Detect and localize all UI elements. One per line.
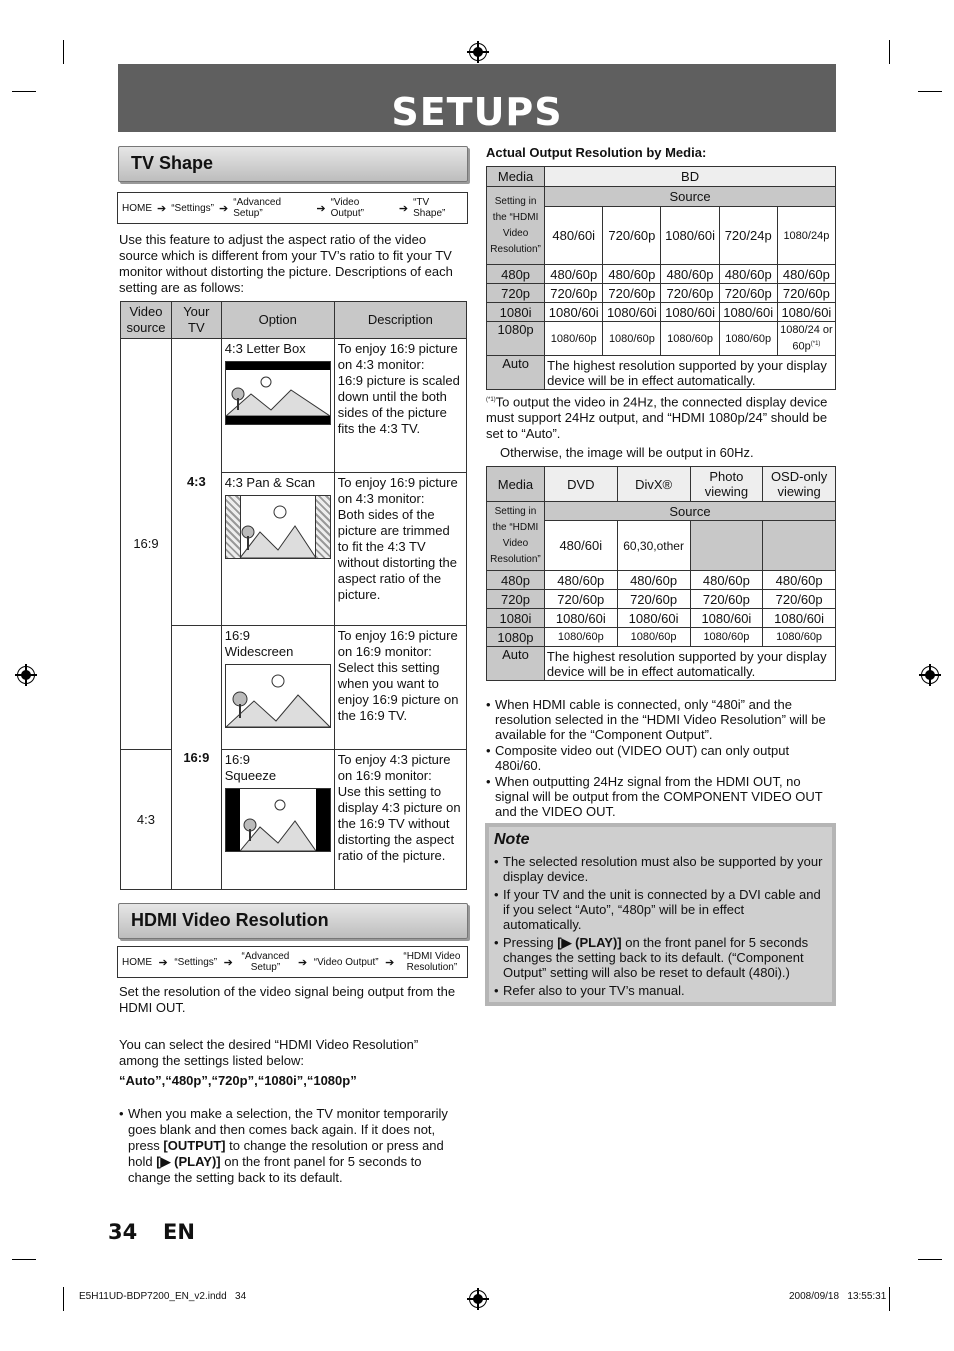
crop-mark (12, 1259, 36, 1260)
bullet-text: When outputting 24Hz signal from the HDMI OUT, no signal will be output from the COMPONENT VIDEO OUT and the VIDEO OUT. (495, 774, 823, 819)
path-step: HOME (122, 956, 152, 968)
letterbox-illustration-icon (225, 361, 331, 425)
source-value: 480/60i (544, 521, 617, 571)
setting-row-label: 1080i (487, 303, 545, 322)
arrow-right-icon: ➔ (223, 956, 233, 969)
output-cell: 720/60p (719, 284, 777, 303)
key-name: [OUTPUT] (163, 1138, 226, 1153)
option-description: 16:9 picture is scaled down until the both sides of the picture fits the 4:3 TV. (337, 373, 460, 436)
bullet-icon: • (494, 983, 499, 998)
note-title: Note (494, 831, 530, 848)
path-step: “Advanced Setup” (241, 951, 290, 973)
path-step: “Video Output” (313, 956, 379, 968)
setting-row-label: Auto (487, 356, 545, 390)
menu-path (117, 946, 468, 978)
widescreen-illustration-icon (225, 664, 331, 728)
bullet-icon: • (119, 1106, 124, 1121)
squeeze-illustration-icon (225, 788, 331, 852)
option-label: 16:9 Squeeze (224, 752, 277, 783)
registration-mark-icon (921, 666, 939, 684)
note-box (485, 823, 836, 1006)
hdmi-options-list: “Auto”,“480p”,“720p”,“1080i”,“1080p” (119, 1073, 357, 1088)
output-cell: 1080/60i (661, 303, 719, 322)
footnote-marker: (*1) (810, 341, 821, 348)
path-step: “Settings” (171, 202, 215, 214)
tv-shape-table (120, 301, 467, 890)
dvd-resolution-table (486, 466, 836, 681)
output-cell: 720/60p (617, 590, 690, 609)
option-label: 4:3 Pan & Scan (224, 475, 316, 490)
output-cell: 720/60p (777, 284, 835, 303)
footnote-text: To output the video in 24Hz, the connected display device must support 24Hz output, and “HDMI 1080p/24” should be set to “Auto”. (486, 394, 828, 442)
source-value: 720/60p (603, 207, 661, 265)
list-item (494, 935, 826, 980)
output-cell: 480/60p (544, 571, 617, 590)
page-number: 34 (108, 1220, 138, 1244)
source-value: 60,30,other (617, 521, 690, 571)
source-value (690, 521, 763, 571)
output-cell: 1080/60i (719, 303, 777, 322)
bullet-text: Composite video out (VIDEO OUT) can only output 480i/60. (495, 743, 790, 773)
path-step: “HDMI Video Resolution” (403, 951, 461, 973)
option-description: Select this setting when you want to enjoy 16:9 picture on the 16:9 TV. (337, 660, 459, 723)
output-cell: 480/60p (603, 265, 661, 284)
output-cell: 720/60p (544, 590, 617, 609)
output-cell: 480/60p (719, 265, 777, 284)
crop-mark (63, 40, 64, 64)
key-name: [▶ (PLAY)] (557, 935, 622, 950)
list-item (494, 983, 826, 998)
footnote-text: Otherwise, the image will be output in 60Hz. (500, 445, 754, 461)
bullet-icon: • (486, 774, 491, 789)
media-label: Media (487, 467, 545, 502)
option-label: 16:9 Widescreen (224, 628, 294, 659)
source-value: 1080/24p (777, 207, 835, 265)
print-date: 2008/09/18 13:55:31 (789, 1291, 887, 1302)
your-tv-cell: 16:9 (171, 626, 221, 890)
media-name: BD (545, 167, 836, 187)
output-cell: 480/60p (545, 265, 603, 284)
crop-mark (63, 1287, 64, 1311)
setting-row-label: 1080i (487, 609, 545, 628)
bullet-text: Refer also to your TV’s manual. (503, 983, 685, 998)
crop-mark (889, 40, 890, 64)
tv-shape-heading (118, 146, 468, 182)
section-title: TV Shape (131, 153, 214, 173)
setting-label: Setting in the “HDMI Video Resolution” (487, 502, 545, 571)
list-item (494, 887, 826, 932)
output-cell: 1080/60i (617, 609, 690, 628)
path-step: “Settings” (174, 956, 218, 968)
list-item (486, 743, 834, 773)
key-name: [▶ (PLAY)] (156, 1154, 221, 1169)
list-item (486, 697, 834, 742)
bullet-text: The selected resolution must also be supported by your display device. (503, 854, 823, 884)
hdmi-description: You can select the desired “HDMI Video Resolution” among the settings listed below: (119, 1037, 419, 1068)
path-step: “Advanced Setup” (233, 197, 282, 219)
crop-mark (12, 91, 36, 92)
auto-description: The highest resolution supported by your display device will be in effect automatically. (545, 356, 836, 390)
output-cell (777, 322, 835, 356)
bullet-text: to change the resolution or press and hold (128, 1138, 444, 1169)
setting-row-label: 1080p (487, 322, 545, 356)
option-description: To enjoy 16:9 picture on 4:3 monitor: (337, 341, 458, 372)
output-cell: 1080/60p (763, 628, 836, 647)
output-cell: 1080/60i (544, 609, 617, 628)
output-cell: 1080/60p (544, 628, 617, 647)
crop-mark (918, 91, 942, 92)
source-value: 1080/60i (661, 207, 719, 265)
source-value: 720/24p (719, 207, 777, 265)
arrow-right-icon: ➔ (385, 956, 395, 969)
footnote (486, 392, 831, 461)
output-cell: 1080/60p (603, 322, 661, 356)
output-cell: 480/60p (777, 265, 835, 284)
registration-mark-icon (469, 43, 487, 61)
arrow-right-icon: ➔ (219, 202, 229, 215)
output-cell: 720/60p (545, 284, 603, 303)
output-cell: 1080/60i (763, 609, 836, 628)
bullet-text: on the front panel for 5 seconds to change the setting back to its default. (128, 1154, 422, 1185)
output-value: 1080/24 or 60p (780, 324, 833, 353)
list-item (494, 854, 826, 884)
source-value (763, 521, 836, 571)
hdmi-description: Set the resolution of the video signal being output from the HDMI OUT. (119, 984, 456, 1015)
bullet-text: Pressing (503, 935, 558, 950)
page-title: SETUPS (391, 90, 563, 134)
menu-path (117, 192, 468, 224)
file-info: E5H11UD-BDP7200_EN_v2.indd 34 (79, 1291, 247, 1302)
output-cell: 1080/60i (690, 609, 763, 628)
language-code: EN (163, 1220, 195, 1244)
setting-row-label: Auto (487, 647, 545, 681)
output-cell: 720/60p (763, 590, 836, 609)
note-list (494, 854, 826, 998)
bullet-icon: • (494, 935, 499, 950)
your-tv-cell: 4:3 (171, 339, 221, 626)
resolution-bullets (486, 697, 834, 819)
source-label: Source (544, 502, 835, 521)
setting-row-label: 720p (487, 590, 545, 609)
option-label: 4:3 Letter Box (224, 341, 306, 356)
bullet-text: on the front panel for 5 seconds changes the setting back to its default. (“Component Output” setting will also be reset to default (480i).) (503, 935, 809, 980)
output-cell: 480/60p (617, 571, 690, 590)
bd-resolution-table (486, 166, 836, 390)
setting-row-label: 1080p (487, 628, 545, 647)
arrow-right-icon: ➔ (398, 202, 409, 215)
auto-description: The highest resolution supported by your display device will be in effect automatically. (544, 647, 835, 681)
setting-row-label: 720p (487, 284, 545, 303)
bullet-text: When you make a selection, the TV monitor temporarily goes blank and then comes back again. If it does not, press (128, 1106, 448, 1153)
bullet-icon: • (486, 697, 491, 712)
list-item (486, 774, 834, 819)
output-cell: 720/60p (603, 284, 661, 303)
output-cell: 720/60p (690, 590, 763, 609)
output-cell: 1080/60p (690, 628, 763, 647)
arrow-right-icon: ➔ (316, 202, 326, 215)
setting-row-label: 480p (487, 571, 545, 590)
bullet-icon: • (494, 887, 499, 902)
option-description: Use this setting to display 4:3 picture on the 16:9 TV without distorting the aspect ratio of the picture. (337, 784, 461, 863)
resolution-caption: Actual Output Resolution by Media: (486, 145, 707, 160)
output-cell: 1080/60p (661, 322, 719, 356)
output-cell: 1080/60p (719, 322, 777, 356)
output-cell: 480/60p (690, 571, 763, 590)
registration-mark-icon (469, 1290, 487, 1308)
source-value: 480/60i (545, 207, 603, 265)
bullet-icon: • (494, 854, 499, 869)
hdmi-bullet (119, 1106, 466, 1186)
col-header: Your TV (171, 302, 221, 339)
bullet-text: When HDMI cable is connected, only “480i” and the resolution selected in the “HDMI Video Resolution” will be available for the “Component Output”. (495, 697, 826, 742)
arrow-right-icon: ➔ (297, 956, 308, 969)
footnote-marker: (*1) (486, 397, 496, 403)
bullet-icon: • (486, 743, 491, 758)
output-cell: 480/60p (763, 571, 836, 590)
arrow-right-icon: ➔ (158, 956, 168, 969)
output-cell: 1080/60p (545, 322, 603, 356)
col-header: Video source (121, 302, 172, 339)
bullet-text: If your TV and the unit is connected by a DVI cable and if you select “Auto”, “480p” will be in effect automatically. (503, 887, 821, 932)
col-header: Description (334, 302, 466, 339)
setting-label: Setting in the “HDMI Video Resolution” (487, 187, 545, 265)
media-name: DVD (544, 467, 617, 502)
col-header: Option (221, 302, 334, 339)
crop-mark (918, 1259, 942, 1260)
media-name: DivX® (617, 467, 690, 502)
media-label: Media (487, 167, 545, 187)
registration-mark-icon (17, 666, 35, 684)
pan-scan-illustration-icon (225, 495, 331, 559)
output-cell: 1080/60p (617, 628, 690, 647)
media-name: OSD-only viewing (763, 467, 836, 502)
output-cell: 1080/60i (603, 303, 661, 322)
crop-mark (889, 1287, 890, 1311)
video-source-cell: 4:3 (121, 750, 172, 890)
output-cell: 720/60p (661, 284, 719, 303)
arrow-right-icon: ➔ (157, 202, 167, 215)
video-source-cell: 16:9 (121, 339, 172, 750)
hdmi-resolution-heading (118, 903, 468, 939)
media-name: Photo viewing (690, 467, 763, 502)
tv-shape-intro: Use this feature to adjust the aspect ratio of the video source which is different from your TV’s ratio to fit your TV monitor without distorting the picture. Descriptions of each setting are as follows: (119, 232, 453, 295)
setting-row-label: 480p (487, 265, 545, 284)
option-description: To enjoy 16:9 picture on 16:9 monitor: (337, 628, 458, 659)
section-title: HDMI Video Resolution (131, 910, 329, 930)
path-step: “TV Shape” (413, 197, 446, 219)
option-description: To enjoy 4:3 picture on 16:9 monitor: (337, 752, 451, 783)
page-banner (118, 64, 836, 132)
path-step: “Video Output” (330, 197, 364, 219)
option-description: Both sides of the picture are trimmed to fit the 4:3 TV without distorting the aspect ratio of the picture. (337, 507, 457, 602)
output-cell: 1080/60i (545, 303, 603, 322)
option-description: To enjoy 16:9 picture on 4:3 monitor: (337, 475, 458, 506)
output-cell: 480/60p (661, 265, 719, 284)
output-cell: 1080/60i (777, 303, 835, 322)
source-label: Source (545, 187, 836, 207)
path-step: HOME (122, 202, 152, 214)
